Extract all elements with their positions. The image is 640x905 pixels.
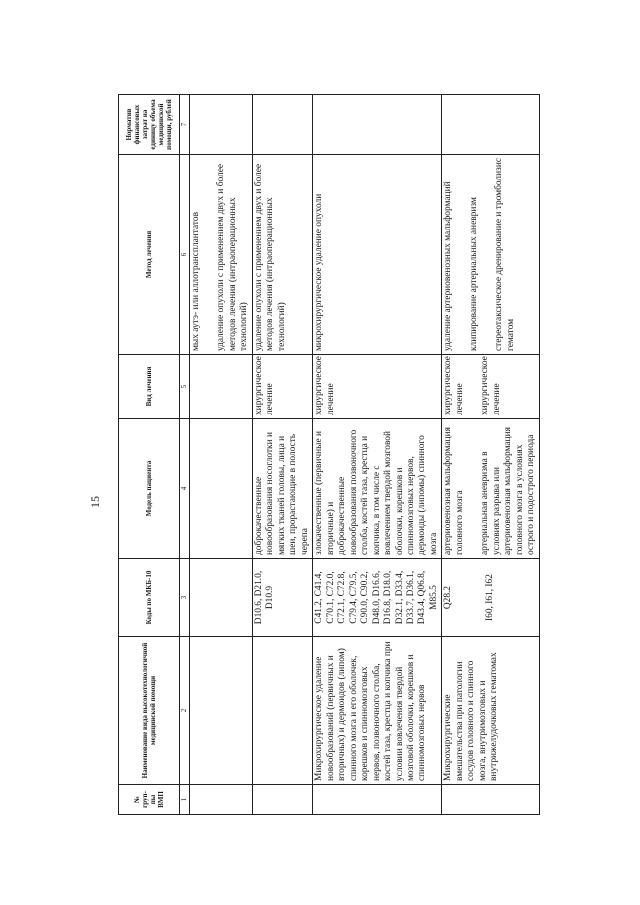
page-number: 15 (88, 496, 102, 508)
vmp-name-cell: Микрохирургическое удаление новообразований (первичных и вторичных) и дермоидов (липом) спинного мозга и его оболочек, корешков и спинномозговых нервов, позвоночного столба, костей таза, крестца и копчика при условии вовлечения твердой мозговой оболочки, корешков и спинномозговых нервов (313, 637, 442, 785)
treatment-method-cell (190, 155, 253, 355)
header-icd-codes: Коды по МКБ-10 (119, 559, 180, 637)
table-row (252, 95, 312, 815)
header-vmp-name: Наименование вида высокотехнологичной медицинской помощи (119, 637, 180, 785)
icd-codes-cell (442, 559, 539, 637)
column-number-row (180, 95, 190, 815)
column-number: 1 (180, 785, 190, 815)
icd-codes-text: I60, I61, I62 (484, 574, 495, 621)
treatment-type-cell: хирургическое лечение (313, 355, 442, 419)
table-row (313, 95, 442, 815)
treatment-method-cell: удаление опухоли с применением двух и более методов лечения (интраоперационных технологий) (252, 155, 312, 355)
column-number: 5 (180, 355, 190, 419)
method-text: удаление опухоли с применением двух и более методов лечения (интраоперационных технологий) (216, 163, 250, 351)
vmp-name-cell: Микрохирургические вмешательства при патологии сосудов головного и спинного мозга, внутримозговых и внутрижелудочковых гематомах (442, 637, 539, 785)
header-group-number: № груп-пы ВМП (119, 785, 180, 815)
treatment-method-cell: микрохирургическое удаление опухоли (313, 155, 442, 355)
vmp-table (118, 94, 540, 815)
header-cost-norm: Норматив финансовых затрат на единицу объема медицинской помощи, рублей (119, 95, 180, 155)
rotated-table-page (118, 95, 598, 815)
treatment-type-cell (442, 355, 539, 419)
patient-model-text: артериальная аневризма в условиях разрыва или артериовенозная мальформация головного мозга в условиях острого и подострого периода (480, 427, 537, 555)
icd-codes-text: Q28.2 (443, 585, 454, 610)
treatment-type-text: хирургическое лечение (443, 356, 465, 415)
method-text: мых аутэ- или аллотрансплантатов (191, 211, 201, 351)
column-number: 6 (180, 155, 190, 355)
header-patient-model: Модель пациента (119, 419, 180, 559)
patient-model-cell (442, 419, 539, 559)
table-row (442, 95, 539, 815)
column-number: 2 (180, 637, 190, 785)
table-row (190, 95, 253, 815)
column-number: 3 (180, 559, 190, 637)
method-text: клипирование артериальных аневризм (468, 197, 479, 351)
table-header-row (119, 95, 180, 815)
column-number: 4 (180, 419, 190, 559)
column-number: 7 (180, 95, 190, 155)
patient-model-cell: доброкачественные новообразования носоглотки и мягких тканей головы, лица и шеи, прорастающие в полость черепа (252, 419, 312, 559)
header-treatment-method: Метод лечения (119, 155, 180, 355)
treatment-method-cell (442, 155, 539, 355)
header-treatment-type: Вид лечения (119, 355, 180, 419)
patient-model-text: артериовенозная мальформация головного мозга (443, 427, 465, 555)
method-text: удаление артериовенозных мальформаций (443, 181, 454, 351)
method-text: стереотаксическое дренирование и тромболизис гематом (494, 157, 516, 351)
treatment-type-text: хирургическое лечение (480, 356, 502, 415)
patient-model-cell: злокачественные (первичные и вторичные) и доброкачественные новообразования позвоночного столба, костей таза, крестца и копчика, в том числе с вовлечением твердой мозговой оболочки, корешков и спинномозговых нервов, дермоиды (липомы) спинного мозга (313, 419, 442, 559)
treatment-type-cell: хирургическое лечение (252, 355, 312, 419)
icd-codes-cell: C41.2, C41.4, C70.1, C72.0, C72.1, C72.8, C79.4, C79.5, C90.0, C90.2, D48.0, D16.6, D16.8, D18.0, D32.1, D33.4, D33.7, D36.1, D43.4, Q06.8, M85.5 (313, 559, 442, 637)
icd-codes-cell: D10.6, D21.0, D10.9 (252, 559, 312, 637)
